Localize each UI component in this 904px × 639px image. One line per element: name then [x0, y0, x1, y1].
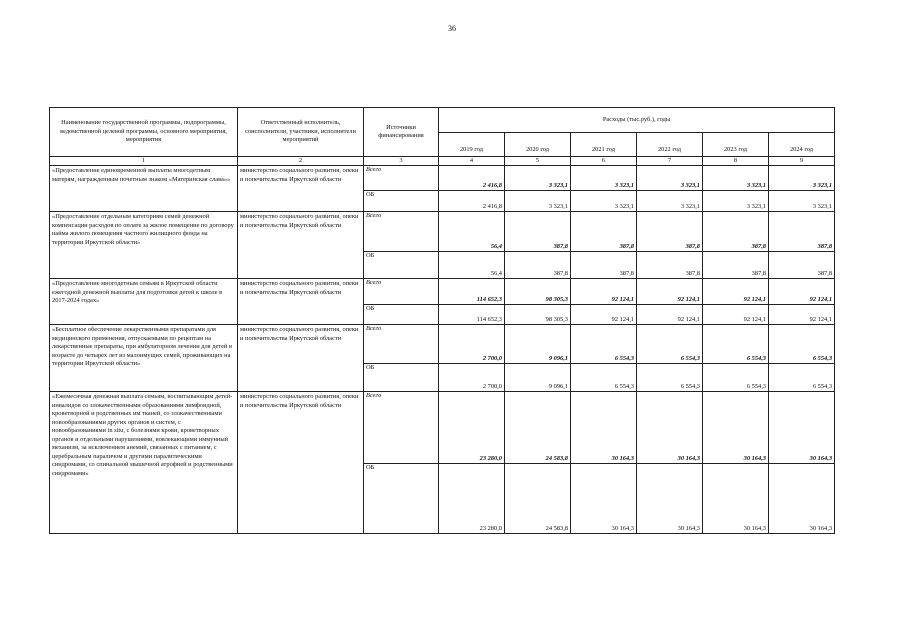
ob-value: 6 554,3 [769, 364, 835, 392]
column-number: 1 [50, 157, 238, 166]
ob-value: 24 583,8 [505, 464, 571, 534]
measure-name: «Ежемесячная денежная выплата семьям, воспитывающим детей-инвалидов со злокачественными образованиями лимфоидной, кроветворной и родственных им тканей, со злокачественными новообразованиями других органов и систем, с новообразованиями in situ, с болезнями крови, кроветворных органов и отдельными нарушениями, вовлекающими иммунный механизм, за исключением анемий, связанных с питанием, с церебральным параличом и другими паралитическими синдромами, со спинальной мышечной атрофией и родственными синдромами» [50, 392, 238, 534]
total-value: 92 124,1 [769, 279, 835, 305]
column-number: 8 [703, 157, 769, 166]
header-year: 2019 год [439, 133, 505, 157]
ob-value: 387,8 [571, 252, 637, 279]
total-value: 387,8 [571, 212, 637, 252]
executor: министерство социального развития, опеки и попечительства Иркутской области [238, 325, 364, 392]
ob-value: 387,8 [703, 252, 769, 279]
ob-value: 6 554,3 [703, 364, 769, 392]
ob-value: 98 305,3 [505, 305, 571, 325]
header-expenses: Расходы (тыс.руб.), годы [439, 108, 835, 133]
total-value: 9 096,1 [505, 325, 571, 364]
header-name: Наименование государственной программы, подпрограммы, ведомственной целевой программы, основного мероприятия, мероприятия [50, 108, 238, 157]
header-executor: Ответственный исполнитель, соисполнители, участники, исполнители мероприятий [238, 108, 364, 157]
total-value: 6 554,3 [637, 325, 703, 364]
total-value: 30 164,3 [637, 392, 703, 464]
ob-value: 3 323,1 [637, 191, 703, 212]
total-value: 92 124,1 [571, 279, 637, 305]
column-number: 9 [769, 157, 835, 166]
total-value: 387,8 [637, 212, 703, 252]
ob-value: 9 096,1 [505, 364, 571, 392]
total-value: 387,8 [505, 212, 571, 252]
ob-value: 114 652,3 [439, 305, 505, 325]
total-value: 2 416,8 [439, 166, 505, 191]
executor: министерство социального развития, опеки и попечительства Иркутской области [238, 392, 364, 534]
column-number: 6 [571, 157, 637, 166]
measure-name: «Бесплатное обеспечение лекарственными препаратами для медицинского применения, отпускаемыми по рецептам на лекарственные препараты, при амбулаторном лечении для детей в возрасте до четырех лет из малоимущих семей, проживающих на территории Иркутской области» [50, 325, 238, 392]
total-value: 6 554,3 [769, 325, 835, 364]
total-value: 3 323,1 [505, 166, 571, 191]
total-value: 56,4 [439, 212, 505, 252]
ob-value: 2 416,8 [439, 191, 505, 212]
ob-value: 56,4 [439, 252, 505, 279]
table-row [50, 279, 835, 305]
ob-value: 92 124,1 [571, 305, 637, 325]
header-sources: Источники финансирования [364, 108, 439, 157]
total-value: 92 124,1 [703, 279, 769, 305]
header-year: 2020 год [505, 133, 571, 157]
total-value: 3 323,1 [769, 166, 835, 191]
source-total-label: Всего [364, 166, 439, 191]
column-number: 7 [637, 157, 703, 166]
total-value: 24 583,8 [505, 392, 571, 464]
table-row [50, 212, 835, 252]
source-ob-label: ОБ [364, 364, 439, 392]
ob-value: 3 323,1 [703, 191, 769, 212]
ob-value: 387,8 [505, 252, 571, 279]
source-ob-label: ОБ [364, 305, 439, 325]
ob-value: 30 164,3 [637, 464, 703, 534]
source-total-label: Всего [364, 325, 439, 364]
ob-value: 3 323,1 [571, 191, 637, 212]
ob-value: 23 280,0 [439, 464, 505, 534]
total-value: 2 700,0 [439, 325, 505, 364]
source-ob-label: ОБ [364, 464, 439, 534]
ob-value: 92 124,1 [703, 305, 769, 325]
ob-value: 30 164,3 [703, 464, 769, 534]
total-value: 98 305,3 [505, 279, 571, 305]
ob-value: 92 124,1 [637, 305, 703, 325]
table-row [50, 166, 835, 191]
source-total-label: Всего [364, 212, 439, 252]
column-number: 2 [238, 157, 364, 166]
total-value: 3 323,1 [703, 166, 769, 191]
measure-name: «Предоставление единовременной выплаты многодетным матерям, награжденным почетным знаком «Материнская слава»» [50, 166, 238, 212]
source-ob-label: ОБ [364, 191, 439, 212]
source-total-label: Всего [364, 392, 439, 464]
budget-table [49, 107, 835, 534]
header-year: 2024 год [769, 133, 835, 157]
ob-value: 387,8 [637, 252, 703, 279]
ob-value: 30 164,3 [769, 464, 835, 534]
total-value: 30 164,3 [571, 392, 637, 464]
ob-value: 3 323,1 [505, 191, 571, 212]
executor: министерство социального развития, опеки и попечительства Иркутской области [238, 212, 364, 279]
header-year: 2021 год [571, 133, 637, 157]
table-row [50, 325, 835, 364]
header-year: 2023 год [703, 133, 769, 157]
total-value: 3 323,1 [637, 166, 703, 191]
column-number: 4 [439, 157, 505, 166]
page-number: 36 [448, 24, 456, 33]
total-value: 23 280,0 [439, 392, 505, 464]
executor: министерство социального развития, опеки и попечительства Иркутской области [238, 166, 364, 212]
total-value: 387,8 [769, 212, 835, 252]
ob-value: 92 124,1 [769, 305, 835, 325]
executor: министерство социального развития, опеки и попечительства Иркутской области [238, 279, 364, 325]
total-value: 6 554,3 [571, 325, 637, 364]
ob-value: 387,8 [769, 252, 835, 279]
source-ob-label: ОБ [364, 252, 439, 279]
header-year: 2022 год [637, 133, 703, 157]
total-value: 92 124,1 [637, 279, 703, 305]
ob-value: 6 554,3 [571, 364, 637, 392]
ob-value: 2 700,0 [439, 364, 505, 392]
ob-value: 3 323,1 [769, 191, 835, 212]
ob-value: 30 164,3 [571, 464, 637, 534]
measure-name: «Предоставление отдельным категориям семей денежной компенсации расходов по оплате за жилое помещение по договору найма жилого помещения частного жилищного фонда на территории Иркутской области» [50, 212, 238, 279]
measure-name: «Предоставление многодетным семьям в Иркутской области ежегодной денежной выплаты для подготовки детей к школе в 2017-2024 годах» [50, 279, 238, 325]
column-number: 5 [505, 157, 571, 166]
total-value: 3 323,1 [571, 166, 637, 191]
total-value: 30 164,3 [769, 392, 835, 464]
table-row [50, 392, 835, 464]
ob-value: 6 554,3 [637, 364, 703, 392]
source-total-label: Всего [364, 279, 439, 305]
column-number: 3 [364, 157, 439, 166]
total-value: 387,8 [703, 212, 769, 252]
total-value: 114 652,3 [439, 279, 505, 305]
total-value: 30 164,3 [703, 392, 769, 464]
total-value: 6 554,3 [703, 325, 769, 364]
